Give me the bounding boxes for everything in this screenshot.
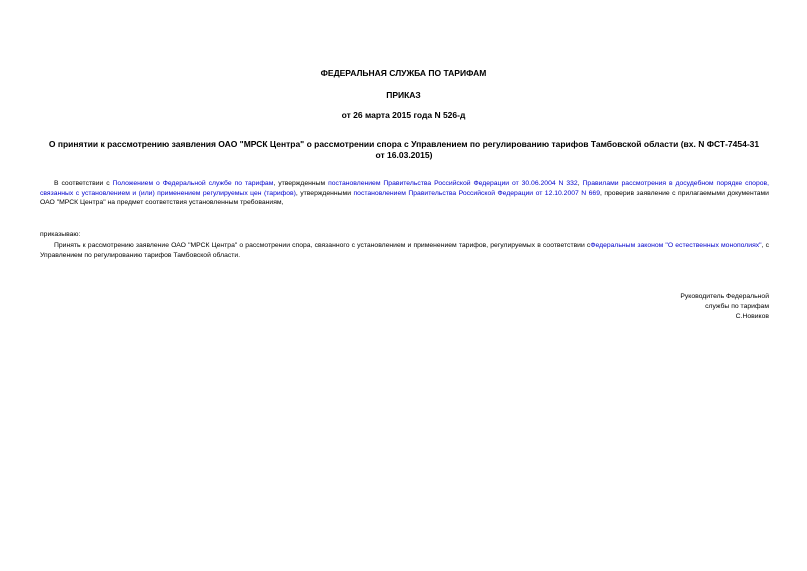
signature-line-1: Руководитель Федеральной [680,293,769,300]
date-number-heading: от 26 марта 2015 года N 526-д [341,110,466,120]
document-type-heading: ПРИКАЗ [386,90,421,100]
link-resolution-332[interactable]: постановлением Правительства Российской Федерации от 30.06.2004 N 332 [328,180,578,187]
preamble-text-3: , [577,180,583,187]
order-text-1: Принять к рассмотрению заявление ОАО "МРСК Центра" о рассмотрении спора, связанного с установлением и применением тарифов, регулируемых в соответствии с [54,242,591,249]
link-dispute-rules[interactable]: Правилами рассмотрения в досудебном порядке споров, связанных с установлением и (или) применением регулируемых цен (тарифов) [40,180,769,197]
signature-line-2: службы по тарифам [705,302,769,310]
order-paragraph [40,241,769,260]
order-word: приказываю: [40,231,81,238]
link-resolution-669[interactable]: постановлением Правительства Российской Федерации от 12.10.2007 N 669 [353,189,600,197]
preamble-text-2: , утвержденным [273,180,329,187]
order-text-2: , с Управлением по регулированию тарифов Тамбовской области. [40,242,769,259]
signature-name: С.Новиков [735,312,769,320]
preamble-paragraph [40,179,769,208]
link-natural-monopolies-law[interactable]: Федеральным законом "О естественных монополиях" [590,242,762,249]
preamble-text-5: , проверив заявление с прилагаемыми документами ОАО "МРСК Центра" на предмет соответствия установленным требованиям, [40,189,769,207]
preamble-text-1: В соответствии с [54,180,113,187]
signature-block [680,292,769,321]
document-subject: О принятии к рассмотрению заявления ОАО "МРСК Центра" о рассмотрении спора с Управлением по регулированию тарифов Тамбовской области (вх. N ФСТ-7454-31 от 16.03.2015) [48,139,760,160]
preamble-text-4: , утвержденными [295,189,354,197]
agency-heading: ФЕДЕРАЛЬНАЯ СЛУЖБА ПО ТАРИФАМ [320,68,487,78]
link-fst-regulation[interactable]: Положением о Федеральной службе по тарифам [112,180,274,187]
